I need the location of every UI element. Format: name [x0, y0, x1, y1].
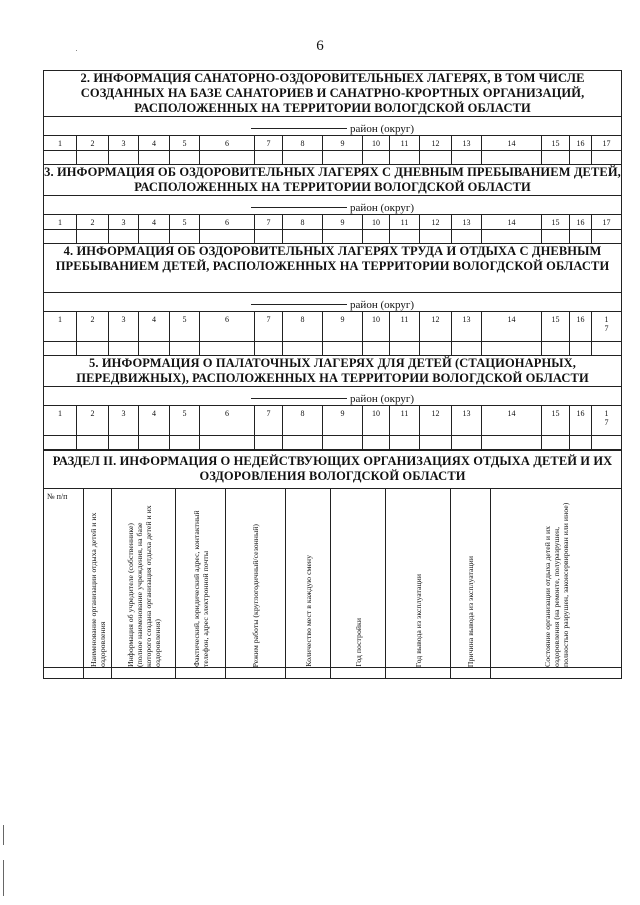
column-number: 3	[109, 406, 139, 436]
district-row	[44, 387, 622, 406]
column-header-text: Год вывода из эксплуатации	[413, 573, 423, 667]
column-header-text: Причина вывода из эксплуатации	[466, 555, 475, 667]
data-cell	[170, 230, 200, 244]
empty-data-row	[44, 230, 622, 244]
column-number: 6	[200, 406, 255, 436]
data-cell	[255, 230, 283, 244]
data-cell	[200, 436, 255, 450]
data-cell	[592, 230, 622, 244]
data-cell	[452, 436, 482, 450]
data-cell	[283, 230, 323, 244]
section-title-row	[44, 71, 622, 117]
column-number: 1	[44, 215, 77, 230]
data-cell	[570, 342, 592, 356]
column-number: 1	[44, 136, 77, 151]
data-cell	[420, 230, 452, 244]
column-number: 15	[542, 312, 570, 342]
data-cell	[390, 230, 420, 244]
data-cell	[363, 151, 390, 165]
data-cell	[170, 342, 200, 356]
column-number: 6	[200, 136, 255, 151]
empty-data-row	[44, 151, 622, 165]
data-cell	[200, 151, 255, 165]
data-cell	[570, 151, 592, 165]
column-number: 4	[139, 312, 170, 342]
column-header	[84, 489, 112, 668]
column-number-row	[44, 406, 622, 436]
district-blank	[251, 304, 347, 305]
column-number: 8	[283, 215, 323, 230]
data-cell	[109, 436, 139, 450]
column-number: 14	[482, 136, 542, 151]
column-number: 17	[592, 136, 622, 151]
data-cell	[77, 230, 109, 244]
column-header	[286, 489, 331, 668]
column-number-row	[44, 136, 622, 151]
district-row	[44, 196, 622, 215]
column-header	[226, 489, 286, 668]
data-cell	[200, 230, 255, 244]
column-header	[112, 489, 176, 668]
data-cell	[570, 436, 592, 450]
report-table	[43, 70, 622, 450]
column-number: 10	[363, 215, 390, 230]
data-cell	[420, 342, 452, 356]
data-cell	[139, 436, 170, 450]
data-cell	[592, 151, 622, 165]
district-cell	[44, 293, 622, 312]
data-cell	[390, 436, 420, 450]
column-number-row	[44, 312, 622, 342]
column-number: 2	[77, 136, 109, 151]
document-body	[43, 70, 621, 679]
district-label: район (округ)	[350, 393, 414, 405]
column-header	[451, 489, 491, 668]
column-number: 8	[283, 312, 323, 342]
data-cell	[452, 342, 482, 356]
data-cell	[109, 230, 139, 244]
column-number: 10	[363, 406, 390, 436]
column-number: 16	[570, 312, 592, 342]
column-header	[176, 489, 226, 668]
data-cell	[77, 342, 109, 356]
column-number: 3	[109, 312, 139, 342]
district-row	[44, 293, 622, 312]
data-cell	[420, 436, 452, 450]
data-cell	[139, 151, 170, 165]
column-number: 5	[170, 215, 200, 230]
data-cell	[570, 230, 592, 244]
data-cell	[363, 436, 390, 450]
column-number: 11	[390, 312, 420, 342]
data-cell	[592, 342, 622, 356]
column-number: 12	[420, 312, 452, 342]
page-number: 6	[316, 38, 324, 54]
data-cell	[363, 230, 390, 244]
column-number: 7	[255, 312, 283, 342]
district-cell	[44, 117, 622, 136]
column-number: 9	[323, 406, 363, 436]
data-cell	[323, 230, 363, 244]
data-cell	[482, 436, 542, 450]
column-number: 5	[170, 312, 200, 342]
column-number: 16	[570, 136, 592, 151]
empty-data-row	[44, 436, 622, 450]
column-number: 4	[139, 406, 170, 436]
column-header	[331, 489, 386, 668]
data-cell	[283, 436, 323, 450]
column-number: 4	[139, 215, 170, 230]
column-header-text: Количество мест в каждую смену	[303, 555, 313, 667]
district-blank	[251, 207, 347, 208]
column-number: 17	[592, 215, 622, 230]
column-number: 9	[323, 312, 363, 342]
column-number: 15	[542, 136, 570, 151]
column-number: 7	[255, 215, 283, 230]
data-cell	[452, 230, 482, 244]
data-cell	[77, 151, 109, 165]
data-cell	[283, 151, 323, 165]
column-number: 12	[420, 406, 452, 436]
column-header-text: Состояние организации отдыха детей и их оздоровления (на ремонте, полуразрушен, полностью разрушен, законсервирован или иное)	[542, 502, 570, 667]
data-cell	[542, 230, 570, 244]
scan-speck	[76, 50, 77, 51]
column-number: 6	[200, 312, 255, 342]
column-number: 13	[452, 215, 482, 230]
district-row	[44, 117, 622, 136]
column-number: 2	[77, 215, 109, 230]
column-header-text: Фактический, юридический адрес, контактный телефон, адрес электронной почты	[191, 510, 210, 667]
column-number: 13	[452, 312, 482, 342]
column-header	[491, 489, 622, 668]
empty-data-row	[44, 342, 622, 356]
data-cell	[323, 342, 363, 356]
data-cell	[44, 342, 77, 356]
district-label: район (округ)	[350, 123, 414, 135]
column-number-row	[44, 215, 622, 230]
column-number: 11	[390, 215, 420, 230]
column-header-text: Год постройки	[353, 618, 363, 667]
district-blank	[251, 128, 347, 129]
section-title-row	[44, 165, 622, 196]
data-cell	[482, 230, 542, 244]
column-number: 7	[255, 406, 283, 436]
column-number: 11	[390, 406, 420, 436]
data-cell	[139, 230, 170, 244]
data-cell	[255, 342, 283, 356]
data-cell	[200, 342, 255, 356]
section-title: 4. ИНФОРМАЦИЯ ОБ ОЗДОРОВИТЕЛЬНЫХ ЛАГЕРЯХ ТРУДА И ОТДЫХА С ДНЕВНЫМ ПРЕБЫВАНИЕМ ДЕТЕЙ, РАСПОЛОЖЕННЫХ НА ТЕРРИТОРИИ ВОЛОГДСКОЙ ОБЛАСТИ	[44, 244, 622, 293]
column-number: 6	[200, 215, 255, 230]
column-number: 16	[570, 215, 592, 230]
data-cell	[482, 342, 542, 356]
inactive-organizations-table	[43, 450, 622, 679]
data-cell	[139, 342, 170, 356]
data-cell	[77, 436, 109, 450]
data-cell	[542, 436, 570, 450]
column-number: 14	[482, 406, 542, 436]
data-cell	[452, 151, 482, 165]
data-cell	[542, 151, 570, 165]
column-number: 10	[363, 136, 390, 151]
data-cell	[109, 342, 139, 356]
district-cell	[44, 387, 622, 406]
section-2-title: РАЗДЕЛ II. ИНФОРМАЦИЯ О НЕДЕЙСТВУЮЩИХ ОРГАНИЗАЦИЯХ ОТДЫХА ДЕТЕЙ И ИХ ОЗДОРОВЛЕНИЯ ВОЛОГДСКОЙ ОБЛАСТИ	[44, 451, 622, 489]
data-cell	[390, 342, 420, 356]
data-cell	[170, 151, 200, 165]
column-number: 4	[139, 136, 170, 151]
column-number: 9	[323, 215, 363, 230]
column-number: 10	[363, 312, 390, 342]
data-cell	[323, 436, 363, 450]
column-number: 7	[255, 136, 283, 151]
column-number: 16	[570, 406, 592, 436]
data-cell	[44, 436, 77, 450]
column-number: 13	[452, 136, 482, 151]
column-header-text: Режим работы (круглогодичный/сезонный)	[251, 523, 260, 667]
data-cell	[44, 230, 77, 244]
district-label: район (округ)	[350, 299, 414, 311]
column-number: 15	[542, 215, 570, 230]
column-header: № п/п	[44, 489, 84, 668]
column-number: 1 7	[592, 312, 622, 342]
data-cell	[170, 436, 200, 450]
data-cell	[323, 151, 363, 165]
column-header	[386, 489, 451, 668]
column-number: 8	[283, 136, 323, 151]
column-number: 2	[77, 312, 109, 342]
data-cell	[109, 151, 139, 165]
column-number: 1	[44, 312, 77, 342]
column-number: 5	[170, 406, 200, 436]
data-cell	[482, 151, 542, 165]
column-number: 3	[109, 136, 139, 151]
column-number: 8	[283, 406, 323, 436]
column-number: 3	[109, 215, 139, 230]
data-cell	[255, 151, 283, 165]
data-cell	[592, 436, 622, 450]
data-cell	[255, 436, 283, 450]
data-cell	[363, 342, 390, 356]
section-title-row	[44, 356, 622, 387]
column-number: 2	[77, 406, 109, 436]
column-number: 11	[390, 136, 420, 151]
data-cell	[283, 342, 323, 356]
section-title-row	[44, 244, 622, 293]
column-number: 13	[452, 406, 482, 436]
district-label: район (округ)	[350, 202, 414, 214]
margin-mark	[3, 860, 4, 896]
column-number: 15	[542, 406, 570, 436]
column-number: 12	[420, 136, 452, 151]
district-blank	[251, 398, 347, 399]
data-cell	[420, 151, 452, 165]
column-number: 1 7	[592, 406, 622, 436]
margin-mark	[3, 825, 4, 845]
data-cell	[542, 342, 570, 356]
column-number: 5	[170, 136, 200, 151]
section-title: 2. ИНФОРМАЦИЯ САНАТОРНО-ОЗДОРОВИТЕЛЬНЫЕХ ЛАГЕРЯХ, В ТОМ ЧИСЛЕ СОЗДАННЫХ НА БАЗЕ САНАТОРИЕВ И САНАТРНО-КРОРТНЫХ ОРГАНИЗАЦИЙ, РАСПОЛОЖЕННЫХ НА ТЕРРИТОРИИ ВОЛОГДСКОЙ ОБЛАСТИ	[44, 71, 622, 117]
column-number: 9	[323, 136, 363, 151]
column-number: 14	[482, 312, 542, 342]
column-header-text: Информация об учредителе (собственнике) (полное наименование учреждения, на базе которого создана организация отдыха детей и их оздоровления)	[125, 505, 162, 667]
column-number: 12	[420, 215, 452, 230]
column-number: 1	[44, 406, 77, 436]
data-cell	[390, 151, 420, 165]
data-cell	[44, 151, 77, 165]
section-title: 5. ИНФОРМАЦИЯ О ПАЛАТОЧНЫХ ЛАГЕРЯХ ДЛЯ ДЕТЕЙ (СТАЦИОНАРНЫХ, ПЕРЕДВИЖНЫХ), РАСПОЛОЖЕННЫХ НА ТЕРРИТОРИИ ВОЛОГДСКОЙ ОБЛАСТИ	[44, 356, 622, 387]
column-number: 14	[482, 215, 542, 230]
column-header-text: Наименование организации отдыха детей и их оздоровления	[88, 512, 107, 667]
district-cell	[44, 196, 622, 215]
section-title: 3. ИНФОРМАЦИЯ ОБ ОЗДОРОВИТЕЛЬНЫХ ЛАГЕРЯХ С ДНЕВНЫМ ПРЕБЫВАНИЕМ ДЕТЕЙ, РАСПОЛОЖЕННЫХ НА ТЕРРИТОРИИ ВОЛОГДСКОЙ ОБЛАСТИ	[44, 165, 621, 194]
